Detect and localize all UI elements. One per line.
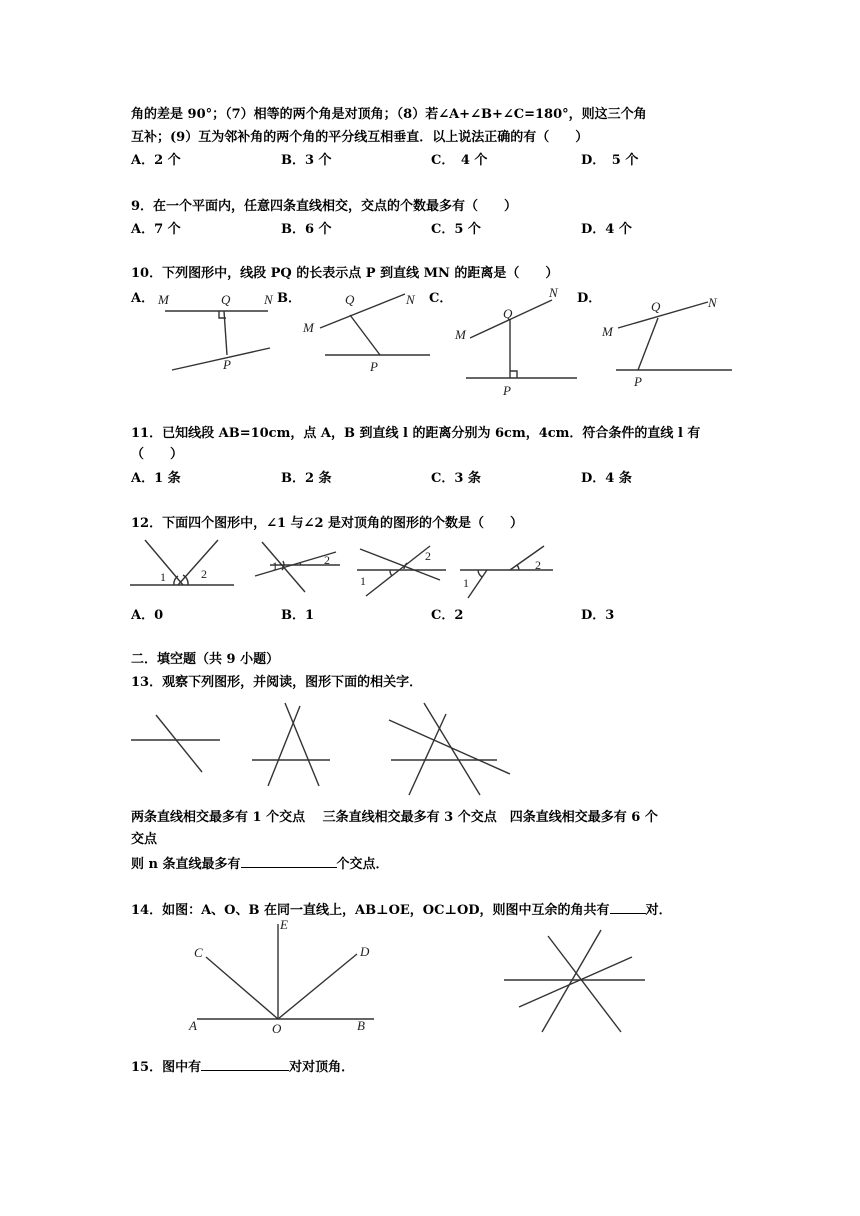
q12-figure-1	[130, 540, 234, 585]
q13-answer-line	[131, 855, 389, 874]
q10-figure-d	[601, 295, 732, 389]
q10-option-c: C．	[429, 291, 453, 306]
q11-option-b: B．2 条	[281, 471, 332, 486]
svg-text:M: M	[455, 327, 466, 342]
q12-option-b: B．1	[281, 608, 315, 623]
q8-stem-line2: 互补；(9）互为邻补角的两个角的平分线互相垂直．以上说法正确的有（ ）	[131, 130, 589, 145]
q11-option-c: C．3 条	[431, 471, 481, 486]
svg-text:M: M	[158, 292, 169, 307]
svg-text:A: A	[189, 1018, 197, 1033]
q8-option-c: C． 4 个	[431, 153, 488, 168]
q9-option-d: D．4 个	[581, 222, 632, 237]
svg-text:2: 2	[535, 558, 541, 572]
q11-option-a: A．1 条	[131, 471, 181, 486]
q13-captions: 两条直线相交最多有 1 个交点 三条直线相交最多有 3 个交点 四条直线相交最多有 6 个	[131, 810, 658, 825]
q15-star-figure	[504, 930, 645, 1032]
q8-option-b: B．3 个	[281, 153, 332, 168]
q14-angle-figure	[188, 917, 374, 1036]
svg-text:D: D	[360, 944, 370, 959]
q13-figure-two-lines	[131, 715, 220, 772]
q13-answer-blank[interactable]	[241, 855, 337, 868]
q11-stem-line1: 11．已知线段 AB=10cm，点 A，B 到直线 l 的距离分别为 6cm，4cm．符合条件的直线 l 有	[131, 426, 701, 441]
q9-stem: 9．在一个平面内，任意四条直线相交，交点的个数最多有（ ）	[131, 199, 518, 214]
q11-stem-line2: （ ）	[131, 447, 184, 462]
svg-text:N: N	[549, 285, 558, 300]
svg-text:Q: Q	[503, 306, 513, 321]
q10-option-a: A．	[131, 291, 155, 306]
q12-option-d: D．3	[581, 608, 615, 623]
svg-text:P: P	[503, 383, 511, 398]
q15-prefix: 15．图中有	[131, 1060, 202, 1075]
q13-answer-prefix: 则 n 条直线最多有	[131, 857, 241, 872]
svg-text:P: P	[223, 357, 231, 372]
q9-option-c: C．5 个	[431, 222, 481, 237]
svg-text:1: 1	[272, 559, 278, 573]
q13-answer-suffix: 个交点．	[336, 857, 389, 872]
q14-figure	[0, 912, 860, 1052]
q12-option-a: A．0	[131, 608, 164, 623]
svg-text:M: M	[602, 324, 613, 339]
q10-figure	[0, 280, 860, 405]
q10-option-b: B．	[277, 291, 301, 306]
svg-text:P: P	[370, 359, 378, 374]
svg-text:2: 2	[425, 549, 431, 563]
q9-option-a: A．7 个	[131, 222, 181, 237]
q15-suffix: 对对顶角．	[289, 1060, 355, 1075]
q13-figure-four-lines	[389, 703, 510, 795]
q12-stem: 12．下面四个图形中，∠1 与∠2 是对顶角的图形的个数是（ ）	[131, 516, 524, 531]
svg-text:C: C	[194, 945, 203, 960]
q13-stem: 13．观察下列图形，并阅读，图形下面的相关字．	[131, 675, 423, 690]
q13-figure-three-lines	[252, 703, 330, 786]
svg-text:E: E	[280, 917, 288, 932]
svg-text:P: P	[634, 374, 642, 389]
section-title: 二．填空题（共 9 小题）	[131, 652, 280, 667]
svg-text:N: N	[264, 292, 273, 307]
q15-line	[131, 1058, 354, 1077]
q12-figure-2	[255, 542, 340, 592]
q10-stem: 10．下列图形中，线段 PQ 的长表示点 P 到直线 MN 的距离是（ ）	[131, 266, 559, 281]
q13-figure	[0, 698, 860, 798]
svg-text:1: 1	[160, 570, 166, 584]
svg-text:M: M	[303, 320, 314, 335]
svg-text:N: N	[708, 295, 717, 310]
svg-text:1: 1	[360, 574, 366, 588]
q12-figure-3	[357, 546, 446, 596]
svg-text:O: O	[272, 1021, 282, 1036]
q12-figure	[0, 532, 860, 607]
q14-stem-prefix: 14．如图：A、O、B 在同一直线上，AB⊥OE，OC⊥OD，则图中互余的角共有	[131, 903, 610, 918]
q10-figure-a	[157, 292, 274, 372]
q10-figure-b	[302, 292, 430, 374]
q15-answer-blank[interactable]	[201, 1058, 289, 1071]
q9-option-b: B．6 个	[281, 222, 332, 237]
q10-option-d: D．	[577, 291, 602, 306]
q10-figure-c	[454, 285, 577, 398]
svg-text:Q: Q	[221, 292, 231, 307]
svg-text:2: 2	[201, 567, 207, 581]
svg-text:Q: Q	[345, 292, 355, 307]
svg-text:2: 2	[324, 553, 330, 567]
svg-text:Q: Q	[651, 299, 661, 314]
q14-stem-suffix: 对．	[645, 903, 672, 918]
svg-text:N: N	[406, 292, 415, 307]
svg-text:B: B	[357, 1018, 365, 1033]
q8-option-d: D． 5 个	[581, 153, 639, 168]
q13-captions-line2: 交点	[131, 832, 158, 847]
q11-option-d: D．4 条	[581, 471, 632, 486]
q12-option-c: C．2	[431, 608, 464, 623]
svg-text:1: 1	[463, 576, 469, 590]
q12-figure-4	[460, 546, 553, 598]
q8-stem-line1: 角的差是 90°；（7）相等的两个角是对顶角；（8）若∠A+∠B+∠C=180°，则这三个角	[131, 107, 647, 122]
q8-option-a: A．2 个	[131, 153, 181, 168]
